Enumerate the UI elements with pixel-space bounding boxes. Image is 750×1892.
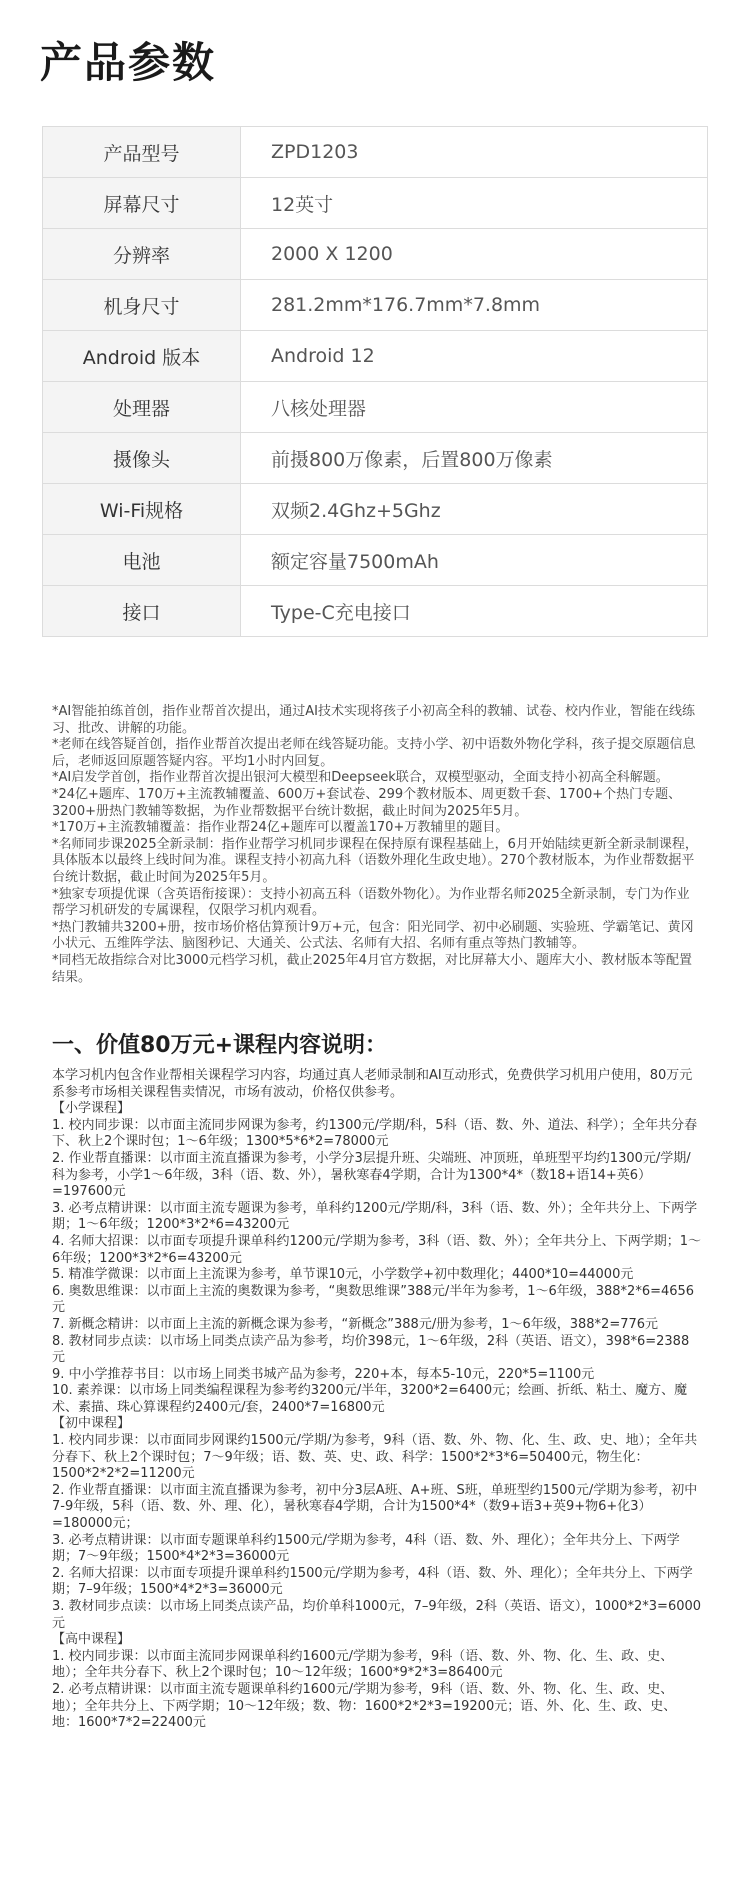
body-paragraph: 2. 作业帮直播课：以市面主流直播课为参考，小学分3层提升班、尖端班、冲顶班，单班型平均约1300元/学期/科为参考，小学1～6年级，3科（语、数、外），暑秋寒春4学期，合计为1300*4*（数18+语14+英6）=197600元 — [52, 1150, 691, 1200]
course-description — [52, 1068, 702, 1732]
footnote: *名师同步课2025全新录制：指作业帮学习机同步课程在保持原有课程基础上，6月开始陆续更新全新录制课程，具体版本以最终上线时间为准。课程支持小初高九科（语数外理化生政史地）。270个教材版本，为作业帮数据平台统计数据，截止时间为2025年5月。 — [52, 836, 698, 885]
spec-row — [43, 484, 708, 535]
body-paragraph: 1. 校内同步课：以市面同步网课约1500元/学期/为参考，9科（语、数、外、物、化、生、政、史、地）；全年共分春下、秋上2个课时包；7～9年级；语、数、英、史、政、科学：1500*2*3*6=50400元，物生化：1500*2*2*2=11200元 — [52, 1433, 698, 1482]
spec-label: 接口 — [43, 586, 241, 637]
body-paragraph: 10. 素养课：以市场上同类编程课程为参考约3200元/半年，3200*2=6400元；绘画、折纸、粘土、魔方、魔术、素描、珠心算课程约2400元/套，2400*7=16800元 — [52, 1383, 688, 1415]
spec-label: 屏幕尺寸 — [43, 178, 241, 229]
body-paragraph: 6. 奥数思维课：以市面上主流的奥数课为参考，“奥数思维课”388元/半年为参考，1～6年级，388*2*6=4656元 — [52, 1283, 695, 1316]
body-paragraph: 5. 精准学微课：以市面上主流课为参考，单节课10元，小学数学+初中数理化；4400*10=44000元 — [52, 1267, 634, 1283]
body-paragraph: 3. 教材同步点读：以市场上同类点读产品，均价单科1000元，7–9年级，2科（英语、语文），1000*2*3=6000元 — [52, 1599, 702, 1631]
spec-label: Android 版本 — [43, 331, 241, 382]
footnotes — [52, 704, 702, 986]
spec-label: 处理器 — [43, 382, 241, 433]
footnote: *170万+主流教辅覆盖：指作业帮24亿+题库可以覆盖170+万教辅里的题目。 — [52, 820, 509, 836]
footnote: *热门教辅共3200+册，按市场价格估算预计9万+元，包含：阳光同学、初中必刷题、实验班、学霸笔记、黄冈小状元、五维阵学法、脑图秒记、大通关、公式法、名师有大招、名师有重点等热门教辅等。 — [52, 919, 694, 952]
body-paragraph: 1. 校内同步课：以市面主流同步网课单科约1600元/学期为参考，9科（语、数、外、物、化、生、政、史、地）；全年共分春下、秋上2个课时包；10～12年级；1600*9*2*3=86400元 — [52, 1648, 674, 1681]
spec-row — [43, 586, 708, 637]
spec-value: 八核处理器 — [241, 382, 708, 433]
spec-value: ZPD1203 — [241, 127, 708, 178]
footnote: *老师在线答疑首创，指作业帮首次提出老师在线答疑功能。支持小学、初中语数外物化学科，孩子提交原题信息后，老师返回原题答疑内容。平均1小时内回复。 — [52, 737, 696, 769]
footnote: *24亿+题库、170万+主流教辅覆盖、600万+套试卷、299个教材版本、周更数千套、1700+个热门专题、3200+册热门教辅等数据，为作业帮数据平台统计数据，截止时间为2025年5月。 — [52, 786, 682, 819]
category-heading: 【高中课程】 — [52, 1632, 131, 1648]
body-paragraph: 2. 必考点精讲课：以市面主流专题课单科约1600元/学期为参考，9科（语、数、外、物、化、生、政、史、地）；全年共分上、下两学期；10～12年级；数、物：1600*2*2*3=19200元；语、外、化、生、政、史、地：1600*7*2=22400元 — [52, 1681, 677, 1731]
spec-label: 电池 — [43, 535, 241, 586]
spec-row — [43, 280, 708, 331]
spec-label: 分辨率 — [43, 229, 241, 280]
spec-table — [42, 126, 708, 637]
footnote: *AI启发学首创，指作业帮首次提出银河大模型和Deepseek联合，双模型驱动，全面支持小初高全科解题。 — [52, 770, 669, 786]
body-paragraph: 2. 名师大招课：以市面专项提升课单科约1500元/学期为参考，4科（语、数、外、理化）；全年共分上、下两学期；7–9年级；1500*4*2*3=36000元 — [52, 1565, 693, 1598]
body-paragraph: 3. 必考点精讲课：以市面专题课单科约1500元/学期为参考，4科（语、数、外、理化）；全年共分上、下两学期；7～9年级；1500*4*2*3=36000元 — [52, 1532, 680, 1565]
spec-value: 281.2mm*176.7mm*7.8mm — [241, 280, 708, 331]
spec-label: Wi-Fi规格 — [43, 484, 241, 535]
section-heading: 一、价值80万元+课程内容说明： — [52, 1033, 388, 1058]
spec-label: 产品型号 — [43, 127, 241, 178]
spec-value: 2000 X 1200 — [241, 229, 708, 280]
footnote: *独家专项提优课（含英语衔接课）：支持小初高五科（语数外物化）。为作业帮名师2025全新录制，专门为作业帮学习机研发的专属课程，仅限学习机内观看。 — [52, 886, 690, 919]
body-paragraph: 7. 新概念精讲：以市面上主流的新概念课为参考，“新概念”388元/册为参考，1～6年级，388*2=776元 — [52, 1316, 659, 1332]
body-paragraph: 2. 作业帮直播课：以市面主流直播课为参考，初中分3层A班、A+班、S班，单班型约1500元/学期为参考，初中7-9年级，5科（语、数、外、理、化），暑秋寒春4学期，合计为1500*4*（数9+语3+英9+物6+化3）=180000元； — [52, 1482, 698, 1532]
spec-row — [43, 331, 708, 382]
body-paragraph: 4. 名师大招课：以市面专项提升课单科约1200元/学期为参考，3科（语、数、外）；全年共分上、下两学期；1～6年级；1200*3*2*6=43200元 — [52, 1233, 702, 1266]
spec-value: 前摄800万像素，后置800万像素 — [241, 433, 708, 484]
category-heading: 【小学课程】 — [52, 1101, 131, 1117]
spec-row — [43, 433, 708, 484]
spec-row — [43, 535, 708, 586]
body-paragraph: 1. 校内同步课：以市面主流同步网课为参考，约1300元/学期/科，5科（语、数、外、道法、科学）；全年共分春下、秋上2个课时包；1～6年级；1300*5*6*2=78000元 — [52, 1117, 698, 1150]
spec-value: 双频2.4Ghz+5Ghz — [241, 484, 708, 535]
spec-row — [43, 229, 708, 280]
category-heading: 【初中课程】 — [52, 1416, 131, 1432]
body-paragraph: 3. 必考点精讲课：以市面主流专题课为参考，单科约1200元/学期/科，3科（语、数、外）；全年共分上、下两学期；1～6年级；1200*3*2*6=43200元 — [52, 1200, 698, 1233]
footnote: *AI智能拍练首创，指作业帮首次提出，通过AI技术实现将孩子小初高全科的教辅、试卷、校内作业，智能在线练习、批改、讲解的功能。 — [52, 704, 695, 736]
spec-value: Type-C充电接口 — [241, 586, 708, 637]
page-title: 产品参数 — [40, 38, 217, 87]
body-paragraph: 9. 中小学推荐书目：以市场上同类书城产品为参考，220+本，每本5-10元，220*5=1100元 — [52, 1366, 595, 1382]
spec-row — [43, 127, 708, 178]
spec-value: 额定容量7500mAh — [241, 535, 708, 586]
body-paragraph: 8. 教材同步点读：以市场上同类点读产品为参考，均价398元，1～6年级，2科（英语、语文），398*6=2388元 — [52, 1333, 690, 1366]
spec-row — [43, 178, 708, 229]
spec-value: 12英寸 — [241, 178, 708, 229]
spec-row — [43, 382, 708, 433]
body-paragraph: 本学习机内包含作业帮相关课程学习内容，均通过真人老师录制和AI互动形式，免费供学习机用户使用，80万元系参考市场相关课程售卖情况，市场有波动，价格仅供参考。 — [52, 1068, 693, 1100]
spec-value: Android 12 — [241, 331, 708, 382]
spec-label: 摄像头 — [43, 433, 241, 484]
spec-label: 机身尺寸 — [43, 280, 241, 331]
footnote: *同档无故指综合对比3000元档学习机，截止2025年4月官方数据，对比屏幕大小、题库大小、教材版本等配置结果。 — [52, 952, 692, 985]
